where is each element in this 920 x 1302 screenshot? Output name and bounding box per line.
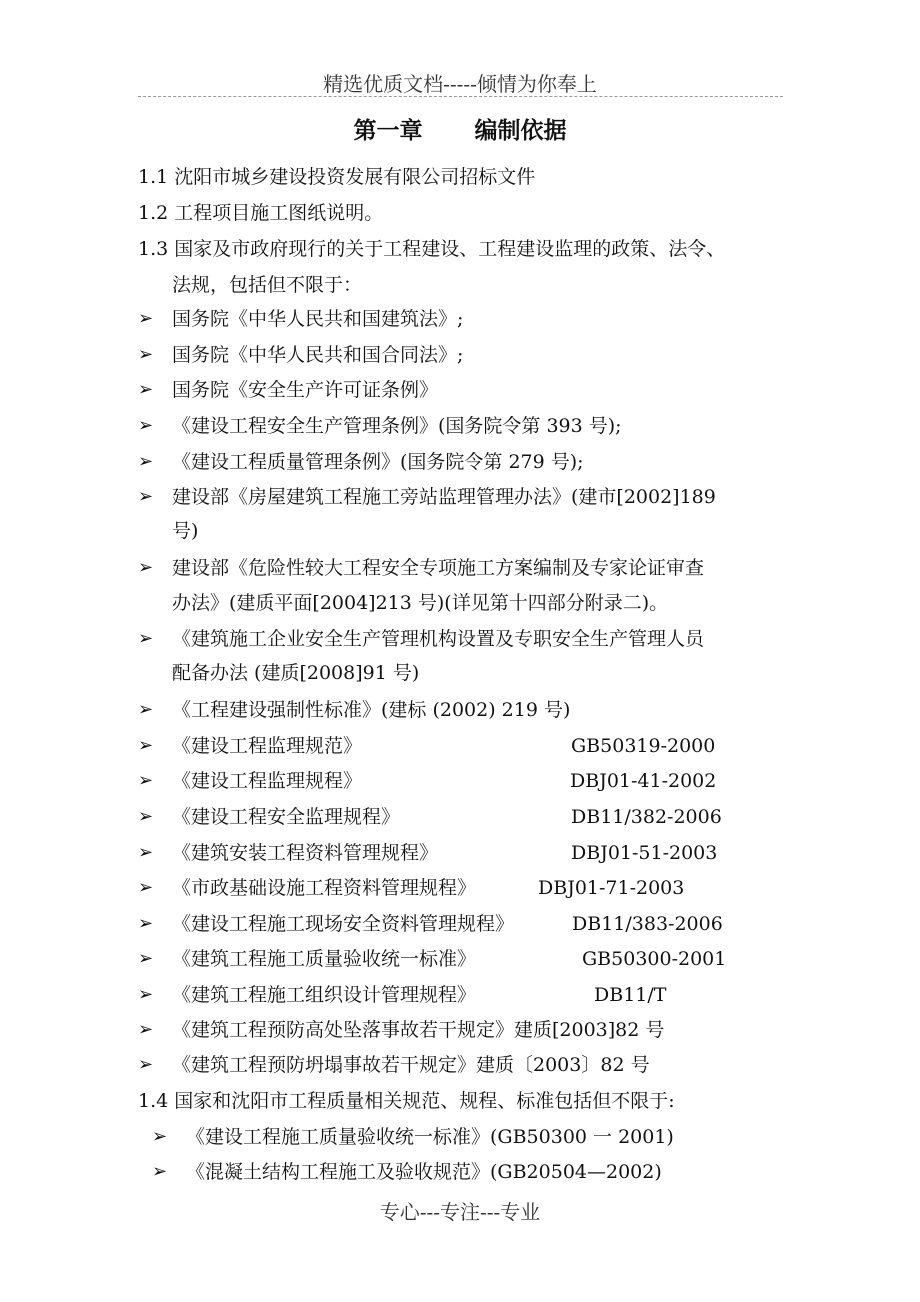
section-text: 工程项目施工图纸说明。 bbox=[174, 202, 384, 224]
section-text: 沈阳市城乡建设投资发展有限公司招标文件 bbox=[174, 166, 536, 188]
arrow-bullet-icon: ➢ bbox=[138, 557, 154, 578]
list-item-text: 《建设工程监理规范》 bbox=[172, 735, 363, 757]
list-item-text-cont: 号) bbox=[172, 520, 199, 542]
arrow-bullet-icon: ➢ bbox=[138, 1054, 154, 1075]
arrow-bullet-icon: ➢ bbox=[138, 379, 154, 400]
arrow-bullet-icon: ➢ bbox=[152, 1126, 168, 1147]
list-item-text: 《建筑安装工程资料管理规程》 bbox=[172, 842, 439, 864]
standard-code: DBJ01-41-2002 bbox=[570, 770, 717, 792]
standard-code: DB11/382-2006 bbox=[571, 806, 722, 828]
arrow-bullet-icon: ➢ bbox=[152, 1161, 168, 1182]
section-number: 1.2 bbox=[138, 202, 169, 224]
page-header: 精选优质文档-----倾情为你奉上 bbox=[323, 72, 597, 96]
section-text: 国家和沈阳市工程质量相关规范、规程、标准包括但不限于: bbox=[174, 1090, 675, 1112]
section-text: 国家及市政府现行的关于工程建设、工程建设监理的政策、法令、 bbox=[174, 238, 726, 260]
standard-code: DB11/T bbox=[594, 984, 667, 1006]
list-item-text: 《建筑工程预防坍塌事故若干规定》建质〔2003〕82 号 bbox=[172, 1054, 650, 1076]
list-item-text-cont: 配备办法 (建质[2008]91 号) bbox=[172, 662, 420, 684]
list-item-text: 建设部《房屋建筑工程施工旁站监理管理办法》(建市[2002]189 bbox=[172, 486, 716, 508]
list-item-text: 建设部《危险性较大工程安全专项施工方案编制及专家论证审查 bbox=[172, 557, 705, 579]
list-item-text: 国务院《安全生产许可证条例》 bbox=[172, 379, 439, 401]
arrow-bullet-icon: ➢ bbox=[138, 1019, 154, 1040]
standard-code: GB50319-2000 bbox=[571, 735, 716, 757]
list-item-text: 《建筑工程预防高处坠落事故若干规定》建质[2003]82 号 bbox=[172, 1019, 665, 1041]
arrow-bullet-icon: ➢ bbox=[138, 628, 154, 649]
section-number: 1.1 bbox=[138, 166, 169, 188]
chapter-heading bbox=[0, 112, 920, 145]
chapter-title: 编制依据 bbox=[474, 117, 567, 144]
list-item-text: 国务院《中华人民共和国建筑法》; bbox=[172, 308, 464, 330]
list-item-text: 《建筑工程施工质量验收统一标准》 bbox=[172, 948, 477, 970]
header-divider bbox=[138, 96, 783, 97]
arrow-bullet-icon: ➢ bbox=[138, 770, 154, 791]
list-item-text: 《建设工程监理规程》 bbox=[172, 770, 363, 792]
list-item-text: 《建设工程安全生产管理条例》(国务院令第 393 号); bbox=[172, 415, 622, 437]
standard-code: DB11/383-2006 bbox=[572, 913, 723, 935]
arrow-bullet-icon: ➢ bbox=[138, 735, 154, 756]
arrow-bullet-icon: ➢ bbox=[138, 948, 154, 969]
arrow-bullet-icon: ➢ bbox=[138, 308, 154, 329]
arrow-bullet-icon: ➢ bbox=[138, 344, 154, 365]
arrow-bullet-icon: ➢ bbox=[138, 699, 154, 720]
section-number: 1.3 bbox=[138, 238, 169, 260]
standard-code: DBJ01-71-2003 bbox=[538, 877, 685, 899]
arrow-bullet-icon: ➢ bbox=[138, 415, 154, 436]
list-item-text-cont: 办法》(建质平面[2004]213 号)(详见第十四部分附录二)。 bbox=[172, 592, 669, 614]
arrow-bullet-icon: ➢ bbox=[138, 451, 154, 472]
arrow-bullet-icon: ➢ bbox=[138, 877, 154, 898]
section-number: 1.4 bbox=[138, 1090, 169, 1112]
list-item-text: 《建设工程施工现场安全资料管理规程》 bbox=[172, 913, 515, 935]
list-item-text: 国务院《中华人民共和国合同法》; bbox=[172, 344, 464, 366]
sub-list-item-text: 《建设工程施工质量验收统一标准》(GB50300 一 2001) bbox=[186, 1126, 674, 1148]
list-item-text: 《建筑施工企业安全生产管理机构设置及专职安全生产管理人员 bbox=[172, 628, 705, 650]
standard-code: GB50300-2001 bbox=[582, 948, 727, 970]
list-item-text: 《工程建设强制性标准》(建标 (2002) 219 号) bbox=[172, 699, 571, 721]
standard-code: DBJ01-51-2003 bbox=[571, 842, 718, 864]
section-text-cont: 法规，包括但不限于： bbox=[172, 274, 363, 296]
sub-list-item-text: 《混凝土结构工程施工及验收规范》(GB20504—2002) bbox=[186, 1161, 662, 1183]
list-item-text: 《市政基础设施工程资料管理规程》 bbox=[172, 877, 477, 899]
arrow-bullet-icon: ➢ bbox=[138, 486, 154, 507]
page-footer: 专心---专注---专业 bbox=[379, 1200, 541, 1224]
list-item-text: 《建筑工程施工组织设计管理规程》 bbox=[172, 984, 477, 1006]
chapter-number: 第一章 bbox=[353, 117, 423, 144]
list-item-text: 《建设工程安全监理规程》 bbox=[172, 806, 401, 828]
list-item-text: 《建设工程质量管理条例》(国务院令第 279 号); bbox=[172, 451, 584, 473]
arrow-bullet-icon: ➢ bbox=[138, 842, 154, 863]
arrow-bullet-icon: ➢ bbox=[138, 806, 154, 827]
arrow-bullet-icon: ➢ bbox=[138, 984, 154, 1005]
arrow-bullet-icon: ➢ bbox=[138, 913, 154, 934]
